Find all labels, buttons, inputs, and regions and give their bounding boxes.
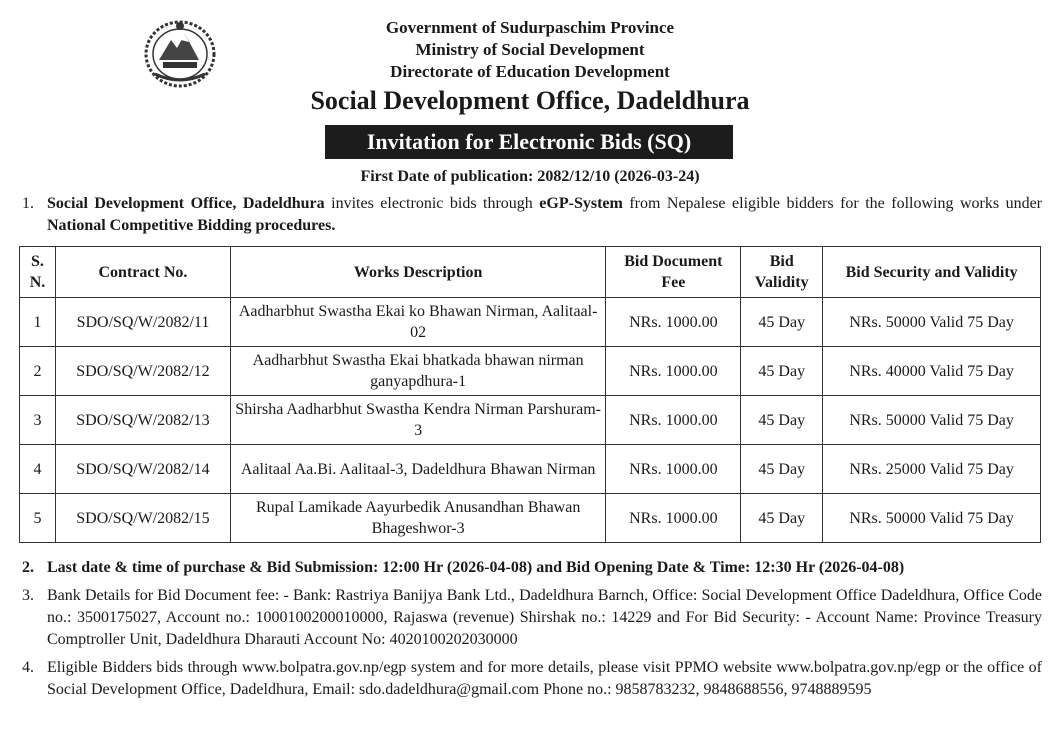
table-row [20,298,1041,347]
cell-sn: 2 [20,347,56,396]
cell-fee: NRs. 1000.00 [606,347,741,396]
egp-system: eGP-System [539,195,623,212]
cell-works: Aadharbhut Swastha Ekai bhatkada bhawan nirman ganyapdhura-1 [230,347,605,396]
cell-contract: SDO/SQ/W/2082/13 [55,396,230,445]
item-text: from Nepalese eligible bidders for the following works under [622,195,1043,212]
cell-validity: 45 Day [741,396,823,445]
cell-contract: SDO/SQ/W/2082/14 [55,445,230,494]
office-title: Social Development Office, Dadeldhura [310,86,750,115]
procedure-name: National Competitive Bidding procedures. [47,217,336,234]
item-1 [22,193,1042,237]
cell-sn: 1 [20,298,56,347]
header-fee: Bid Document Fee [606,247,741,298]
item-text: Bank Details for Bid Document fee: - Bank: Rastriya Banijya Bank Ltd., Dadeldhura Barnch, Office: Social Development Office Dadeldhura, Office Code no.: 3500175027, Account no.: 1000100200010000, Rajaswa (revenue) Shirshak no.: 14229 and For Bid Security: - Account Name: Province Treasury Comptroller Unit, Dadeldhura Dharauti Account No: 4020100202030000 [47,587,1042,648]
cell-fee: NRs. 1000.00 [606,298,741,347]
item-3 [22,585,1042,651]
table-row [20,445,1041,494]
cell-validity: 45 Day [741,347,823,396]
table-row [20,396,1041,445]
cell-sn: 3 [20,396,56,445]
header-security: Bid Security and Validity [823,247,1041,298]
cell-contract: SDO/SQ/W/2082/15 [55,494,230,543]
item-number: 1. [22,195,34,212]
header-sn: S. N. [20,247,56,298]
item-text: invites electronic bids through [324,195,540,212]
cell-contract: SDO/SQ/W/2082/11 [55,298,230,347]
item-text: Eligible Bidders bids through www.bolpatra.gov.np/egp system and for more details, please visit PPMO website www.bolpatra.gov.np/egp or the office of Social Development Office, Dadeldhura, Email: sdo.dadeldhura@gmail.com Phone no.: 9858783232, 9848688556, 9748889595 [47,659,1042,698]
bid-table [19,246,1041,543]
cell-works: Aalitaal Aa.Bi. Aalitaal-3, Dadeldhura Bhawan Nirman [230,445,605,494]
cell-security: NRs. 50000 Valid 75 Day [823,494,1041,543]
publication-date: First Date of publication: 2082/12/10 (2026-03-24) [360,168,700,185]
cell-validity: 45 Day [741,445,823,494]
table-row [20,347,1041,396]
header-contract: Contract No. [55,247,230,298]
item-number: 2. [22,559,34,576]
cell-sn: 5 [20,494,56,543]
cell-security: NRs. 50000 Valid 75 Day [823,396,1041,445]
cell-security: NRs. 40000 Valid 75 Day [823,347,1041,396]
directorate-title: Directorate of Education Development [390,62,670,81]
cell-security: NRs. 25000 Valid 75 Day [823,445,1041,494]
item-2 [22,557,1042,579]
table-row [20,494,1041,543]
header-validity: Bid Validity [741,247,823,298]
cell-works: Shirsha Aadharbhut Swastha Kendra Nirman Parshuram-3 [230,396,605,445]
item-number: 3. [22,587,34,604]
cell-works: Rupal Lamikade Aayurbedik Anusandhan Bhawan Bhageshwor-3 [230,494,605,543]
cell-fee: NRs. 1000.00 [606,445,741,494]
government-title: Government of Sudurpaschim Province [385,18,675,37]
cell-fee: NRs. 1000.00 [606,396,741,445]
table-header-row [20,247,1041,298]
cell-validity: 45 Day [741,298,823,347]
cell-fee: NRs. 1000.00 [606,494,741,543]
header-works: Works Description [230,247,605,298]
item-number: 4. [22,659,34,676]
cell-works: Aadharbhut Swastha Ekai ko Bhawan Nirman, Aalitaal-02 [230,298,605,347]
item-4 [22,657,1042,701]
cell-sn: 4 [20,445,56,494]
cell-contract: SDO/SQ/W/2082/12 [55,347,230,396]
notice-banner: Invitation for Electronic Bids (SQ) [325,125,733,159]
ministry-title: Ministry of Social Development [415,40,645,59]
cell-security: NRs. 50000 Valid 75 Day [823,298,1041,347]
cell-validity: 45 Day [741,494,823,543]
item-text: Last date & time of purchase & Bid Submission: 12:00 Hr (2026-04-08) and Bid Opening Date & Time: 12:30 Hr (2026-04-08) [47,559,905,576]
office-name: Social Development Office, Dadeldhura [47,195,325,212]
